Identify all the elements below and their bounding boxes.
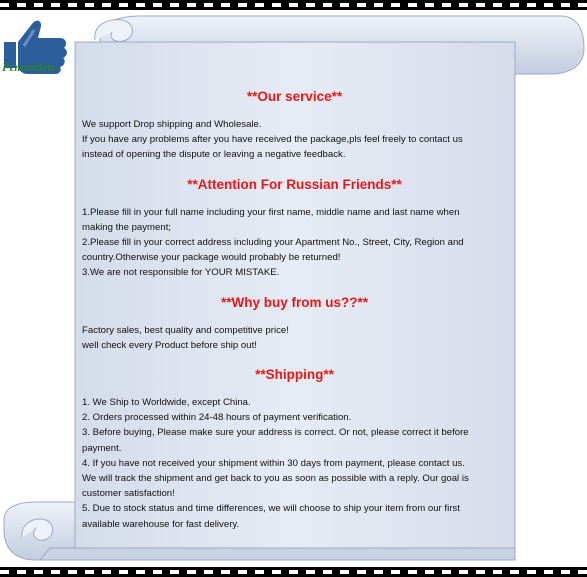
section-heading-shipping: **Shipping** <box>255 367 334 383</box>
text-line: customer satisfaction! <box>82 488 175 500</box>
section-body-attention <box>82 205 507 281</box>
description-content <box>82 88 507 532</box>
text-line: 4. If you have not received your shipment within 30 days from payment, please contact us. <box>82 457 465 469</box>
section-body-our-service <box>82 117 507 163</box>
brand-logo-text: FemonBest <box>2 62 55 74</box>
section-body-shipping <box>82 395 507 532</box>
section-heading-attention: **Attention For Russian Friends** <box>187 176 402 192</box>
text-line: country.Otherwise your package would probably be returned! <box>82 252 341 264</box>
section-heading-our-service: **Our service** <box>246 89 343 104</box>
text-line: instead of opening the dispute or leaving a negative feedback. <box>82 149 346 161</box>
text-line: 1. We Ship to Worldwide, except China. <box>82 397 251 409</box>
text-line: 2. Orders processed within 24-48 hours of payment verification. <box>82 412 352 424</box>
text-line: payment. <box>82 442 122 454</box>
text-line: If you have any problems after you have received the package,pls feel freely to contact us <box>82 134 463 146</box>
text-line: 5. Due to stock status and time differences, we will choose to ship your item from our first <box>82 503 460 515</box>
text-line: available warehouse for fast delivery. <box>82 518 240 530</box>
section-heading-why-buy: **Why buy from us??** <box>220 294 368 310</box>
text-line: well check every Product before ship out! <box>82 339 257 351</box>
text-line: 3.We are not responsible for YOUR MISTAKE. <box>82 267 280 279</box>
text-line: 1.Please fill in your full name including your first name, middle name and last name when <box>82 206 460 218</box>
text-line: 3. Before buying, Please make sure your address is correct. Or not, please correct it before <box>82 427 469 439</box>
text-line: making the payment; <box>82 221 172 233</box>
text-line: We support Drop shipping and Wholesale. <box>82 119 262 130</box>
text-line: Factory sales, best quality and competitive price! <box>82 324 289 336</box>
text-line: 2.Please fill in your correct address including your Apartment No., Street, City, Region and <box>82 237 464 249</box>
section-body-why-buy <box>82 323 507 353</box>
text-line: We will track the shipment and get back to you as soon as possible with a reply. Our goal is <box>82 473 469 485</box>
